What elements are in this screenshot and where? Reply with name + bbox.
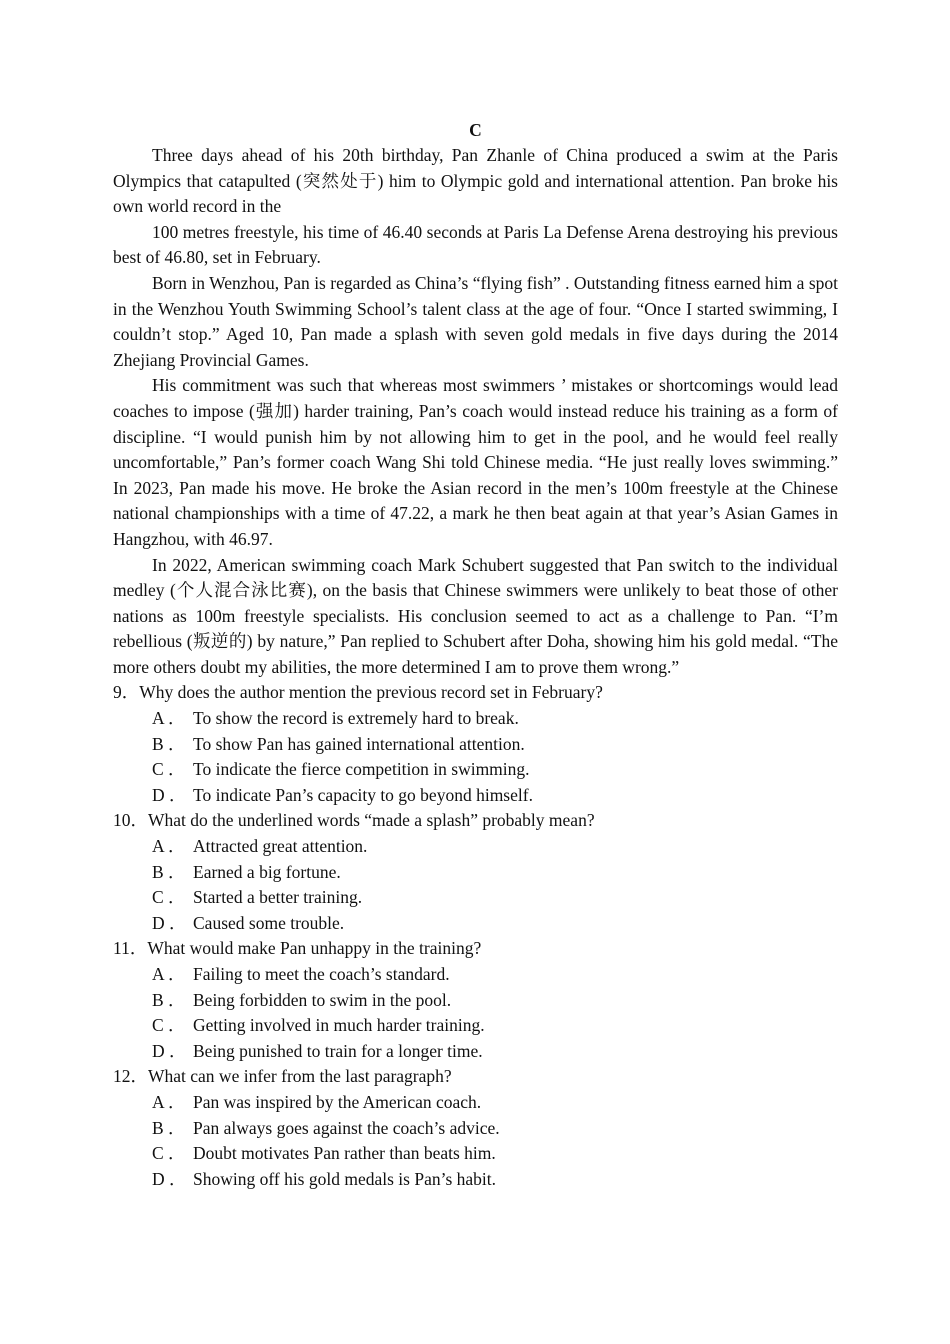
option-text: Doubt motivates Pan rather than beats him. [193,1143,496,1164]
option-b [113,1116,838,1142]
option-letter: D ． [152,784,187,805]
question-stem [113,808,838,834]
option-text: Failing to meet the coach’s standard. [193,964,450,984]
option-text: Pan always goes against the coach’s advice. [193,1117,500,1138]
option-letter: A ． [152,708,186,729]
question-12 [113,1064,838,1192]
option-letter: C ． [152,1015,186,1036]
question-text: What can we infer from the last paragraph? [148,1066,452,1087]
option-letter: A ． [152,964,186,984]
option-b [113,988,838,1014]
option-text: Showing off his gold medals is Pan’s habit. [193,1168,497,1189]
option-letter: D ． [152,1040,187,1061]
option-letter: C ． [152,759,186,780]
option-a [113,962,838,988]
option-text: Caused some trouble. [193,912,345,933]
option-d [113,1039,838,1065]
paragraph-5: In 2022, American swimming coach Mark Schubert suggested that Pan switch to the individual medley (个人混合泳比赛), on the basis that Chinese swimmers were unlikely to beat those of other nations as 100m freestyle specialists. His conclusion seemed to act as a challenge to Pan. “I’m rebellious (叛逆的) by nature,” Pan replied to Schubert after Doha, showing him his gold medal. “The more others doubt my abilities, the more determined I am to prove them wrong.” [113,554,838,677]
question-9 [113,680,838,808]
option-text: To indicate the fierce competition in swimming. [193,759,530,780]
option-text: Pan was inspired by the American coach. [193,1091,482,1112]
option-letter: D ． [152,912,187,933]
option-c [113,1013,838,1039]
option-letter: C ． [152,887,186,908]
question-text: What do the underlined words “made a splash” probably mean? [148,810,595,831]
question-11 [113,936,838,1064]
option-c [113,885,838,911]
option-text: To indicate Pan’s capacity to go beyond himself. [193,784,533,805]
question-number: 9． [113,682,140,703]
option-d [113,911,838,937]
option-text: To show Pan has gained international attention. [193,733,525,754]
option-text: Being punished to train for a longer time. [193,1040,483,1061]
paragraph-4: His commitment was such that whereas most swimmers ’ mistakes or shortcomings would lead coaches to impose (强加) harder training, Pan’s coach would instead reduce his training as a form of discipline. “I would punish him by not allowing him to get in the pool, and he would feel really uncomfortable,” Pan’s former coach Wang Shi told Chinese media. “He just really loves swimming.” In 2023, Pan made his move. He broke the Asian record in the men’s 100m freestyle at the Chinese national championships with a time of 47.22, a mark he then beat again at that year’s Asian Games in Hangzhou, with 46.97. [113,375,838,549]
option-letter: B ． [152,733,186,754]
option-text: To show the record is extremely hard to break. [193,708,519,729]
option-d [113,783,838,809]
question-number: 10． [113,810,148,831]
option-text: Being forbidden to swim in the pool. [193,989,452,1010]
option-letter: D ． [152,1168,187,1189]
option-letter: A ． [152,836,186,857]
option-c [113,757,838,783]
option-text: Earned a big fortune. [193,861,341,882]
option-text: Getting involved in much harder training. [193,1015,485,1036]
question-text: Why does the author mention the previous record set in February? [139,682,603,703]
option-c [113,1141,838,1167]
option-text: Started a better training. [193,887,363,908]
option-letter: A ． [152,1091,186,1112]
option-d [113,1167,838,1193]
paragraph-1: Three days ahead of his 20th birthday, Pan Zhanle of China produced a swim at the Paris Olympics that catapulted (突然处于) him to Olympic gold and international attention. Pan broke his own world record in the [113,145,838,217]
question-text: What would make Pan unhappy in the training? [147,938,482,959]
option-letter: C ． [152,1143,186,1164]
paragraph-2: 100 metres freestyle, his time of 46.40 seconds at Paris La Defense Arena destroying his previous best of 46.80, set in February. [113,221,838,268]
document-page [113,118,838,1192]
paragraph-3: Born in Wenzhou, Pan is regarded as China’s “flying fish” . Outstanding fitness earned him a spot in the Wenzhou Youth Swimming School’s talent class at the age of four. “Once I started swimming, I couldn’t stop.” Aged 10, Pan made a splash with seven gold medals in five days during the 2014 Zhejiang Provincial Games. [113,272,838,370]
option-a [113,706,838,732]
question-10 [113,808,838,936]
question-stem [113,936,838,962]
option-a [113,834,838,860]
option-text: Attracted great attention. [193,836,368,857]
option-letter: B ． [152,861,186,882]
question-number: 12． [113,1066,148,1087]
option-b [113,732,838,758]
option-b [113,860,838,886]
option-letter: B ． [152,1117,186,1138]
option-a [113,1090,838,1116]
question-number: 11． [113,938,148,959]
section-title: C [469,120,482,140]
question-stem [113,1064,838,1090]
option-letter: B ． [152,989,186,1010]
question-stem [113,680,838,706]
